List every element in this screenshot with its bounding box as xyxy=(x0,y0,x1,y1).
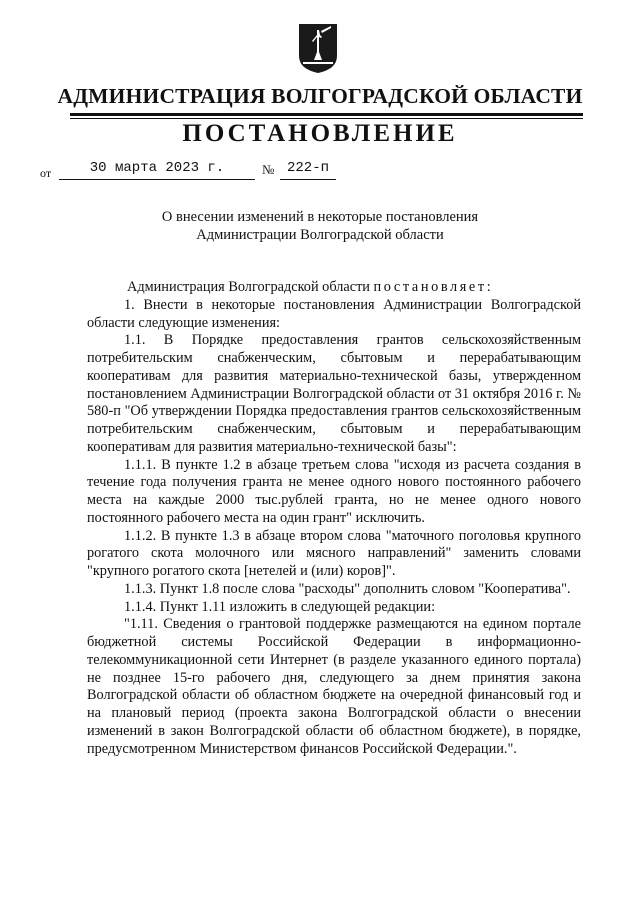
dateline xyxy=(40,160,340,184)
header-rule-thin xyxy=(70,118,583,119)
document-number: 222-п xyxy=(280,160,336,180)
document-body xyxy=(87,279,581,758)
date-prefix: от xyxy=(40,166,52,180)
lead-end: : xyxy=(486,279,491,295)
lead-start: Администрация Волгоградской области xyxy=(127,279,370,295)
document-date: 30 марта 2023 г. xyxy=(59,160,255,180)
paragraph-1-1-3: 1.1.3. Пункт 1.8 после слова "расходы" дополнить словом "Кооператива". xyxy=(124,580,571,597)
document-subject xyxy=(0,208,640,244)
paragraph-1: 1. Внести в некоторые постановления Администрации Волгоградской области следующие изменения: xyxy=(87,296,581,331)
paragraph-1-1-1: 1.1.1. В пункте 1.2 в абзаце третьем слова "исходя из расчета создания в течение года получения гранта не менее одного нового постоянного рабочего места на каждые 2000 тыс.рублей гранта, но не менее одного нового постоянного рабочего места на один грант" исключить. xyxy=(87,456,581,526)
document-type: ПОСТАНОВЛЕНИЕ xyxy=(182,120,458,147)
resolution-lead xyxy=(87,279,581,297)
number-sign: № xyxy=(262,162,275,177)
subject-line-2: Администрации Волгоградской области xyxy=(196,227,444,243)
paragraph-1-1-4: 1.1.4. Пункт 1.11 изложить в следующей редакции: xyxy=(124,598,436,615)
volgograd-emblem-icon xyxy=(297,22,339,74)
paragraph-1-1: 1.1. В Порядке предоставления грантов сельскохозяйственным потребительским снабженческим, сбытовым и перерабатывающим кооперативам для развития материально-технической базы, утвержденном постановлением Администрации Волгоградской области от 31 октября 2016 г. № 580-п "Об утверждении Порядка предоставления грантов сельскохозяйственным потребительским снабженческим, сбытовым и перерабатывающим кооперативам для развития материально-технической базы": xyxy=(87,332,581,455)
paragraph-1-11-text: "1.11. Сведения о грантовой поддержке размещаются на едином портале бюджетной системы Российской Федерации в информационно-телекоммуникационной сети Интернет (в разделе указанного единого портала) не позднее 15-го рабочего дня, следующего за днем принятия закона Волгоградской области об областном бюджете на очередной финансовый год и на плановый период (проекта закона Волгоградской области о внесении изменений в закон Волгоградской области об областном бюджете), в порядке, предусмотренном Министерством финансов Российской Федерации.". xyxy=(87,616,581,757)
subject-line-1: О внесении изменений в некоторые постановления xyxy=(161,209,479,225)
header-rule-thick xyxy=(70,113,583,116)
paragraph-1-1-2: 1.1.2. В пункте 1.3 в абзаце втором слова "маточного поголовья крупного рогатого скота молочного или мясного направлений" заменить словами "крупного рогатого скота [нетелей и (или) коров]". xyxy=(87,527,581,579)
organization-name: АДМИНИСТРАЦИЯ ВОЛГОГРАДСКОЙ ОБЛАСТИ xyxy=(57,84,583,108)
lead-verb: постановляет xyxy=(373,279,487,295)
